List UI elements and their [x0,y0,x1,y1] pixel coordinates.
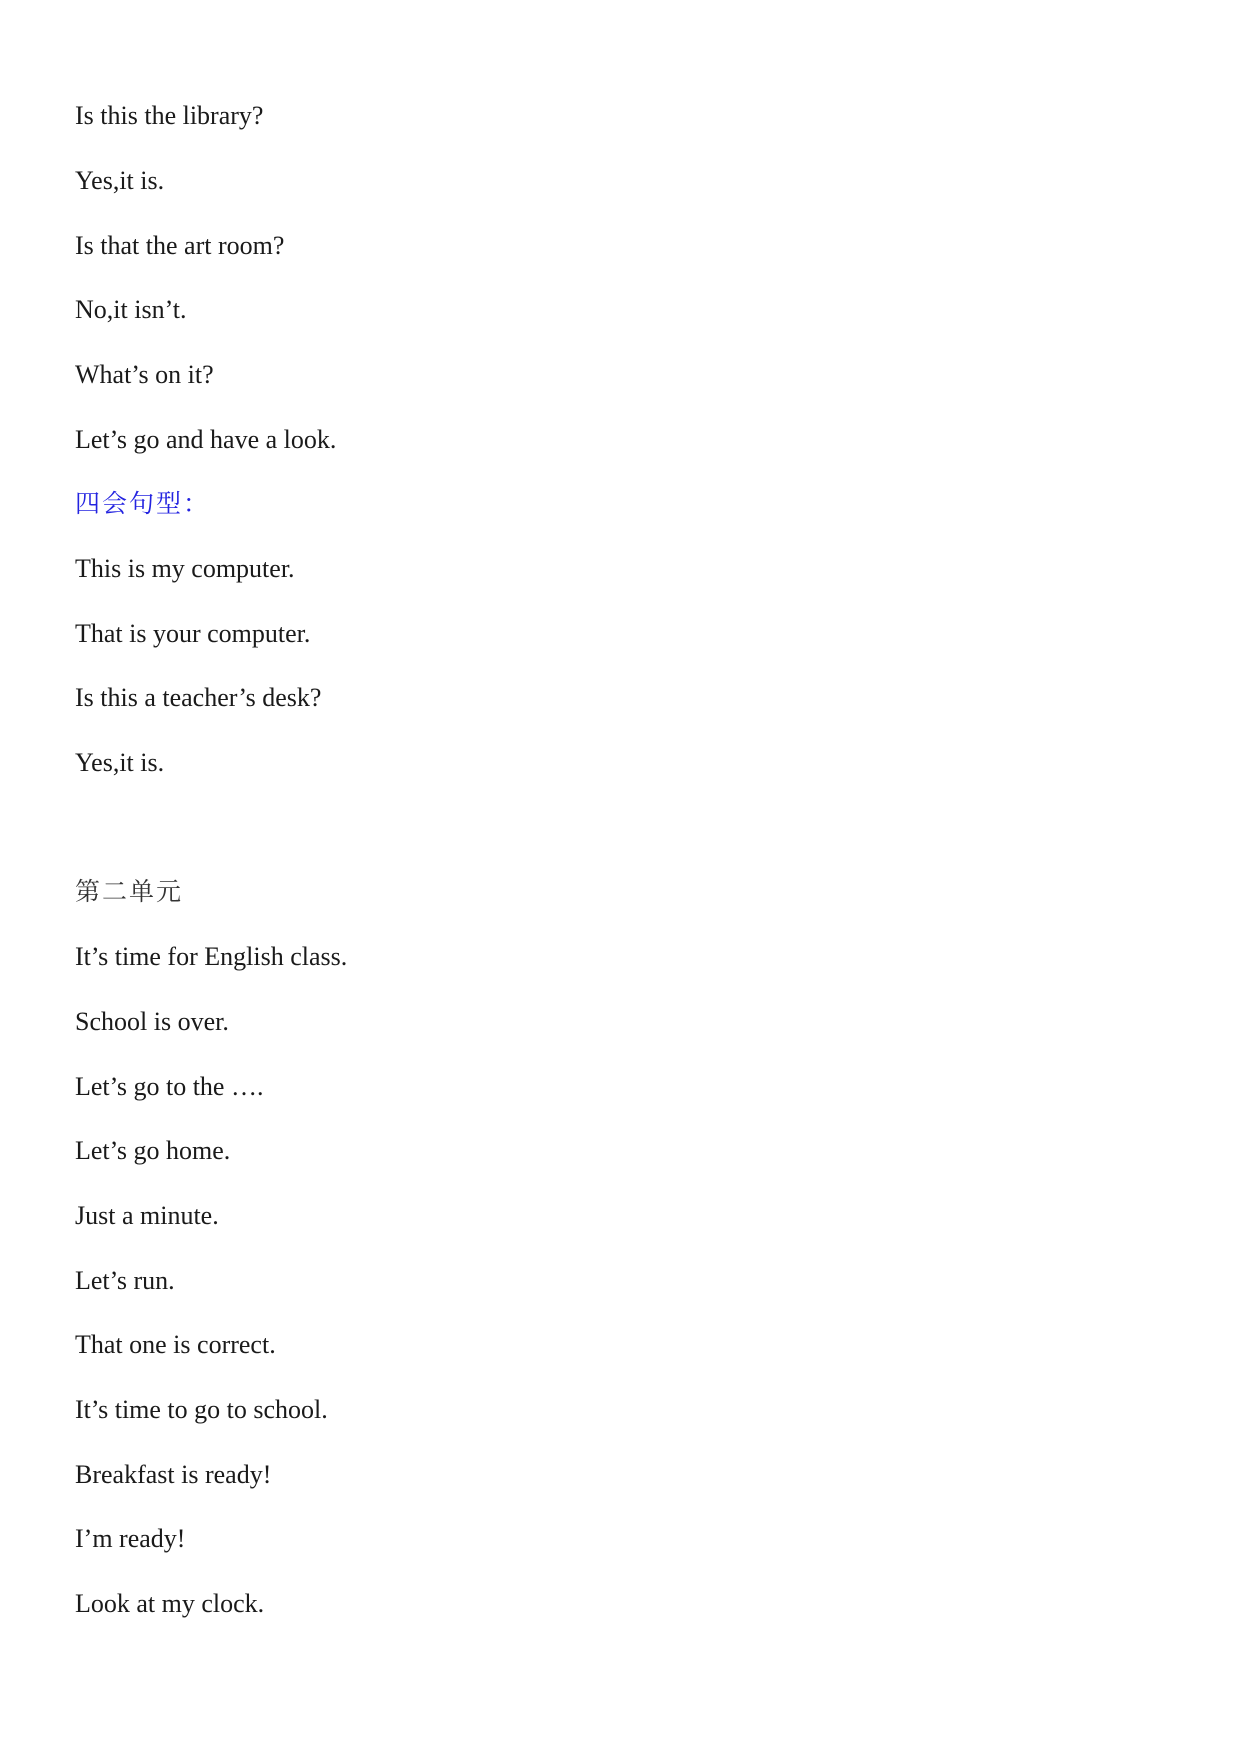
sentence-line: School is over. [75,1007,229,1036]
sentence-line: It’s time for English class. [75,942,348,971]
sentence-line: This is my computer. [75,554,295,583]
sentence-line: Is this the library? [75,101,264,130]
sentence-line: No,it isn’t. [75,295,187,324]
sentence-line: That is your computer. [75,619,311,648]
sentence-line: Is that the art room? [75,231,285,260]
sentence-line: Yes,it is. [75,166,165,195]
section-heading-unit-two: 第二单元 [75,877,184,906]
sentence-line: Yes,it is. [75,748,165,777]
sentence-line: Let’s go home. [75,1136,231,1165]
sentence-line: Let’s run. [75,1266,175,1295]
sentence-line: Look at my clock. [75,1589,265,1618]
section-heading-sentence-patterns: 四会句型： [75,489,211,518]
sentence-line: Let’s go and have a look. [75,425,337,454]
sentence-line: It’s time to go to school. [75,1395,328,1424]
sentence-line: Breakfast is ready! [75,1460,272,1489]
sentence-line: Is this a teacher’s desk? [75,683,322,712]
sentence-line: That one is correct. [75,1330,276,1359]
sentence-line: Let’s go to the …. [75,1072,264,1101]
sentence-line: I’m ready! [75,1524,186,1553]
sentence-line: Just a minute. [75,1201,219,1230]
sentence-line: What’s on it? [75,360,214,389]
